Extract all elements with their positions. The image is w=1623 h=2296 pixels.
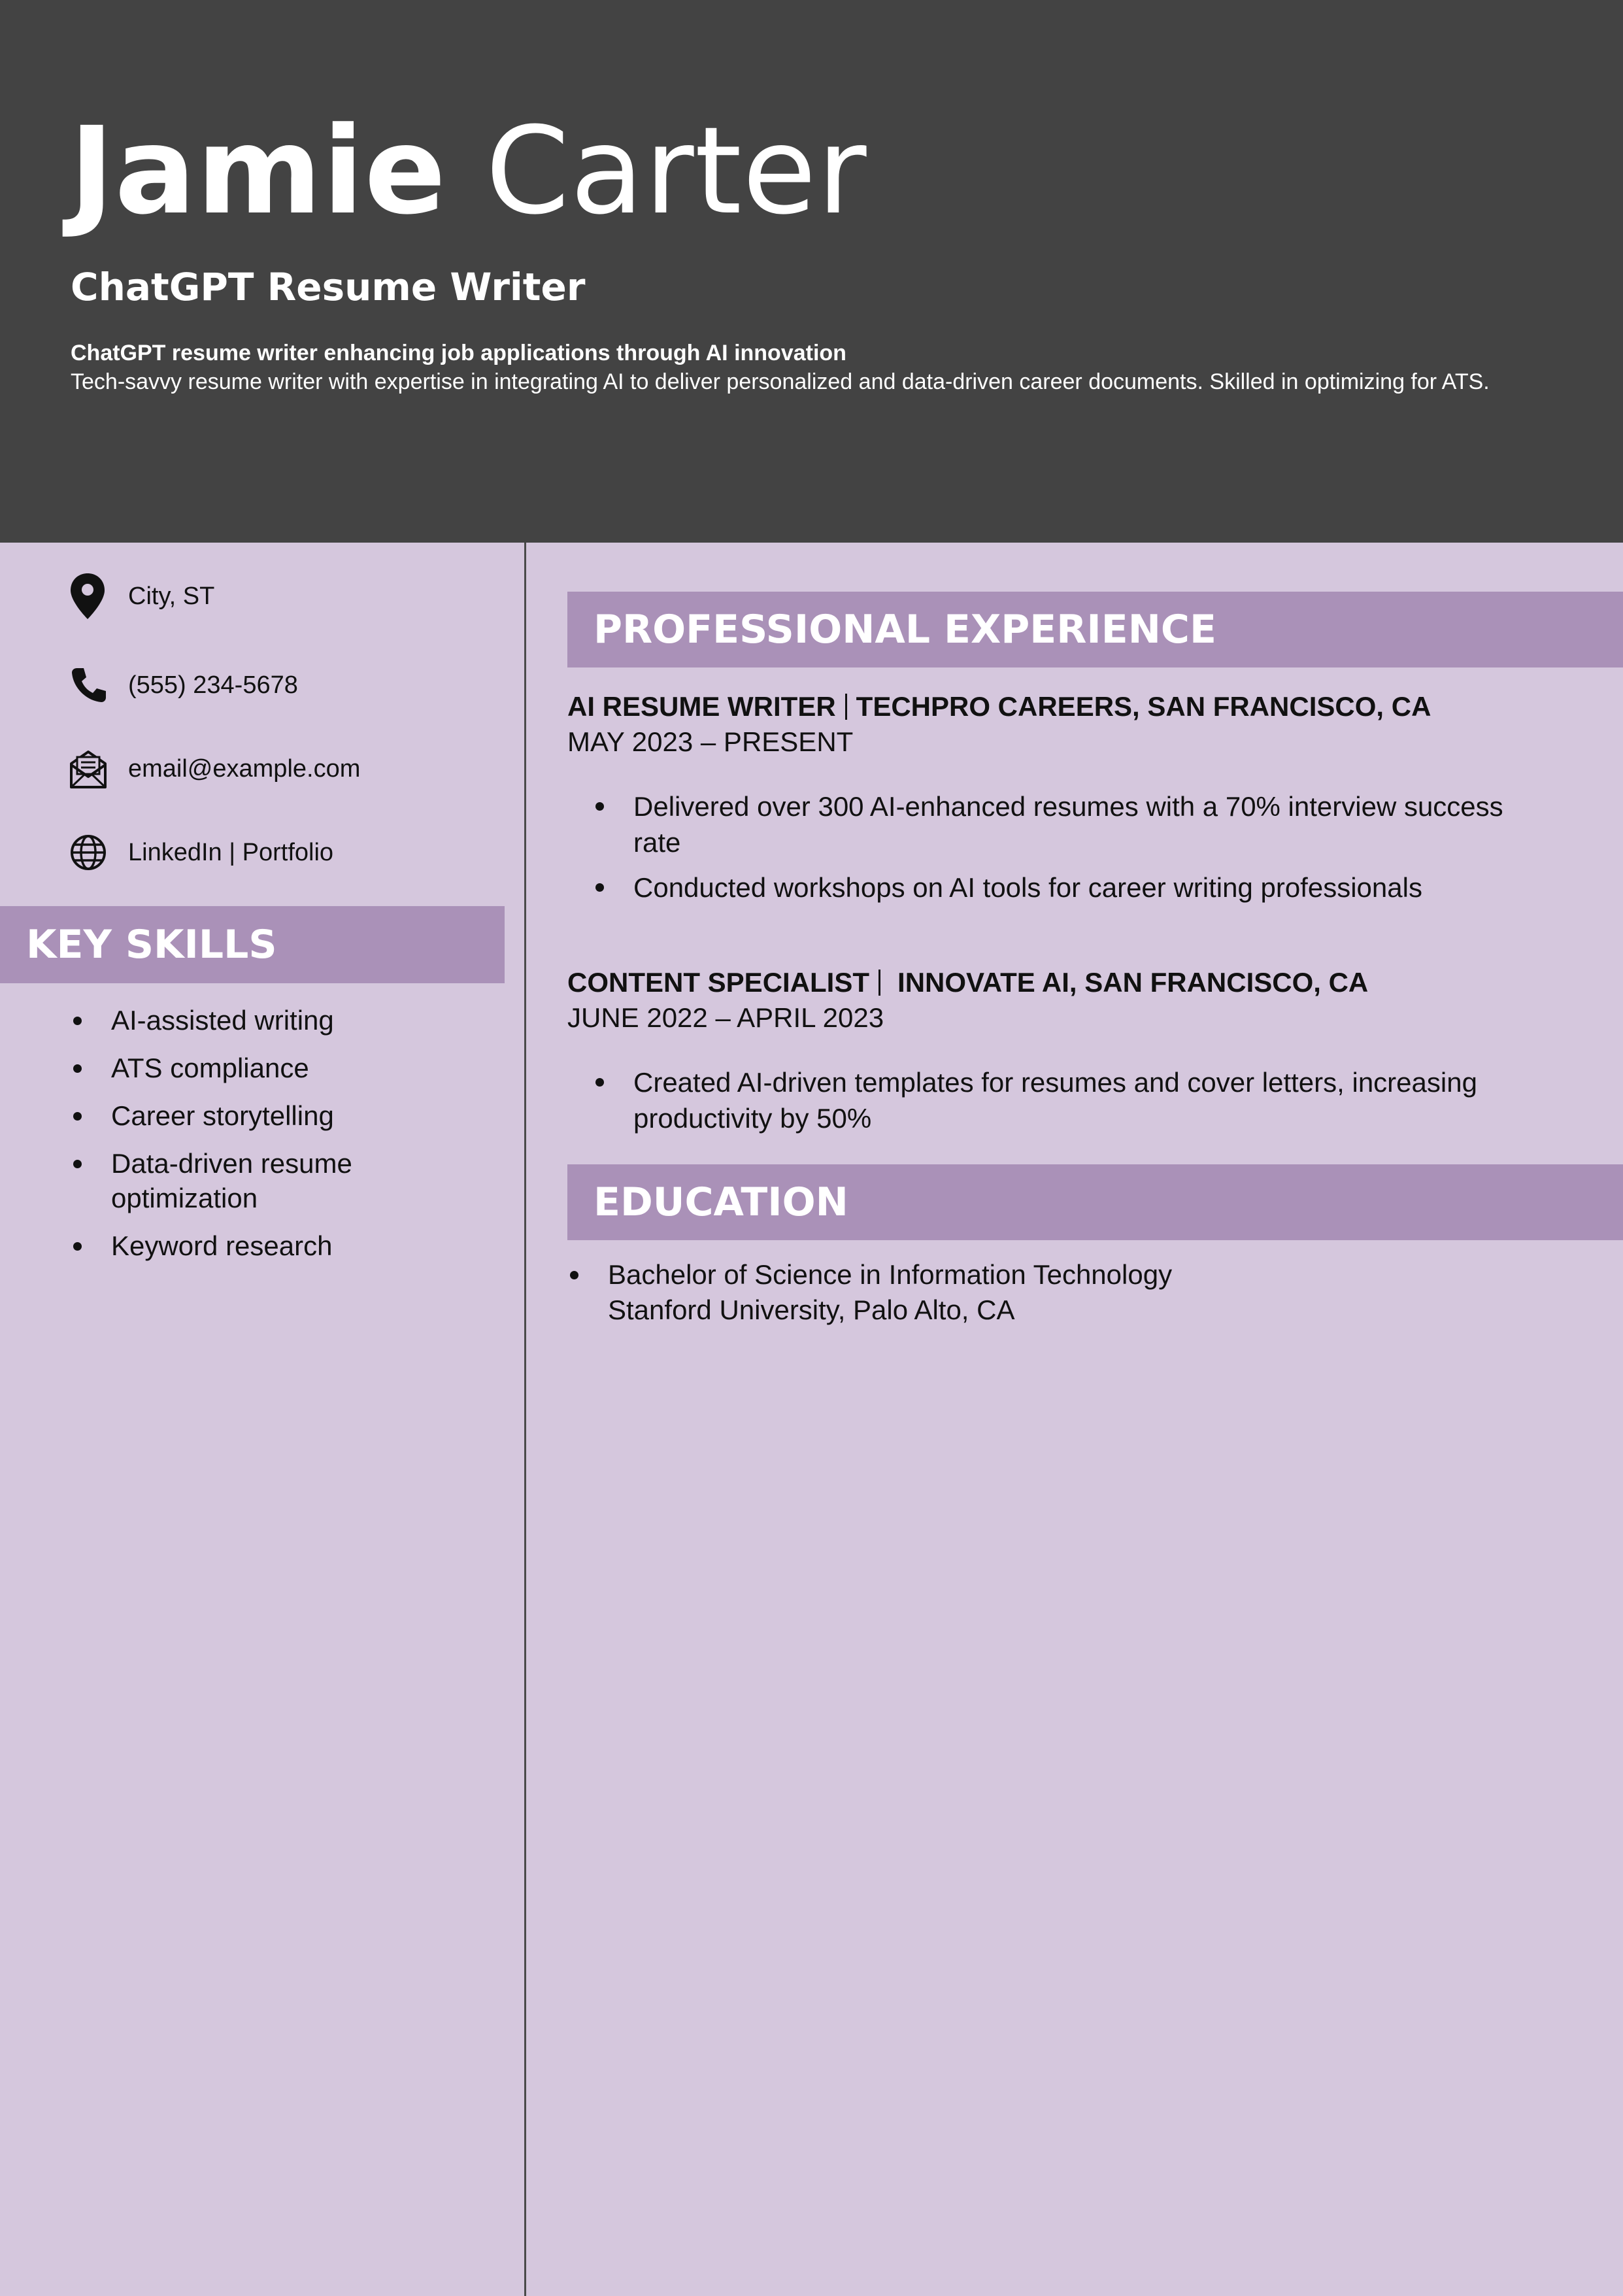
job-header <box>567 965 1587 1000</box>
job-bullet: Created AI-driven templates for resumes and cover letters, increasing productivity by 50% <box>567 1064 1587 1136</box>
globe-icon <box>69 830 110 875</box>
summary <box>71 339 1554 396</box>
envelope-icon <box>69 746 110 792</box>
skill-item: Data-driven resume optimization <box>69 1146 488 1215</box>
job-entry <box>567 965 1587 1145</box>
contact-phone <box>69 659 298 711</box>
degree: Bachelor of Science in Information Technology <box>608 1259 1173 1290</box>
location-pin-icon <box>69 573 110 619</box>
resume-header <box>0 0 1623 543</box>
column-divider <box>524 543 526 2296</box>
contact-web <box>69 826 333 879</box>
job-company: TECHPRO CAREERS, SAN FRANCISCO, CA <box>856 691 1431 722</box>
job-bullets <box>567 788 1587 905</box>
job-bullet: Delivered over 300 AI-enhanced resumes with a 70% interview success rate <box>567 788 1587 860</box>
location-text: City, ST <box>128 582 215 610</box>
job-role: AI RESUME WRITER <box>567 691 836 722</box>
job-bullets <box>567 1064 1587 1136</box>
job-header <box>567 689 1587 724</box>
separator <box>878 970 880 996</box>
email-text: email@example.com <box>128 754 361 783</box>
contact-location <box>69 570 214 622</box>
phone-icon <box>69 662 110 708</box>
summary-headline: ChatGPT resume writer enhancing job applications through AI innovation <box>71 341 846 365</box>
education-entry <box>567 1257 1587 1328</box>
phone-text: (555) 234-5678 <box>128 671 298 699</box>
school: Stanford University, Palo Alto, CA <box>608 1294 1015 1325</box>
first-name: Jamie <box>69 101 447 241</box>
job-title: ChatGPT Resume Writer <box>71 265 586 309</box>
summary-body: Tech-savvy resume writer with expertise in integrating AI to deliver personalized and data-driven career documents. Skilled in optimizing for ATS. <box>71 369 1490 394</box>
skills-list <box>69 1003 488 1276</box>
web-links-text: LinkedIn | Portfolio <box>128 838 334 866</box>
experience-heading: PROFESSIONAL EXPERIENCE <box>567 592 1623 667</box>
job-dates: MAY 2023 – PRESENT <box>567 726 854 757</box>
education-heading: EDUCATION <box>567 1164 1623 1240</box>
skill-item: ATS compliance <box>69 1051 488 1085</box>
job-role: CONTENT SPECIALIST <box>567 967 870 998</box>
job-company: INNOVATE AI, SAN FRANCISCO, CA <box>897 967 1369 998</box>
last-name: Carter <box>485 101 867 241</box>
separator <box>845 694 847 720</box>
candidate-name <box>69 101 867 241</box>
job-entry <box>567 689 1587 915</box>
skill-item: Career storytelling <box>69 1098 488 1133</box>
contact-email <box>69 743 360 795</box>
skill-item: AI-assisted writing <box>69 1003 488 1038</box>
skills-heading: KEY SKILLS <box>0 906 505 983</box>
skill-item: Keyword research <box>69 1228 488 1263</box>
job-dates: JUNE 2022 – APRIL 2023 <box>567 1002 884 1033</box>
job-bullet: Conducted workshops on AI tools for career writing professionals <box>567 869 1587 905</box>
